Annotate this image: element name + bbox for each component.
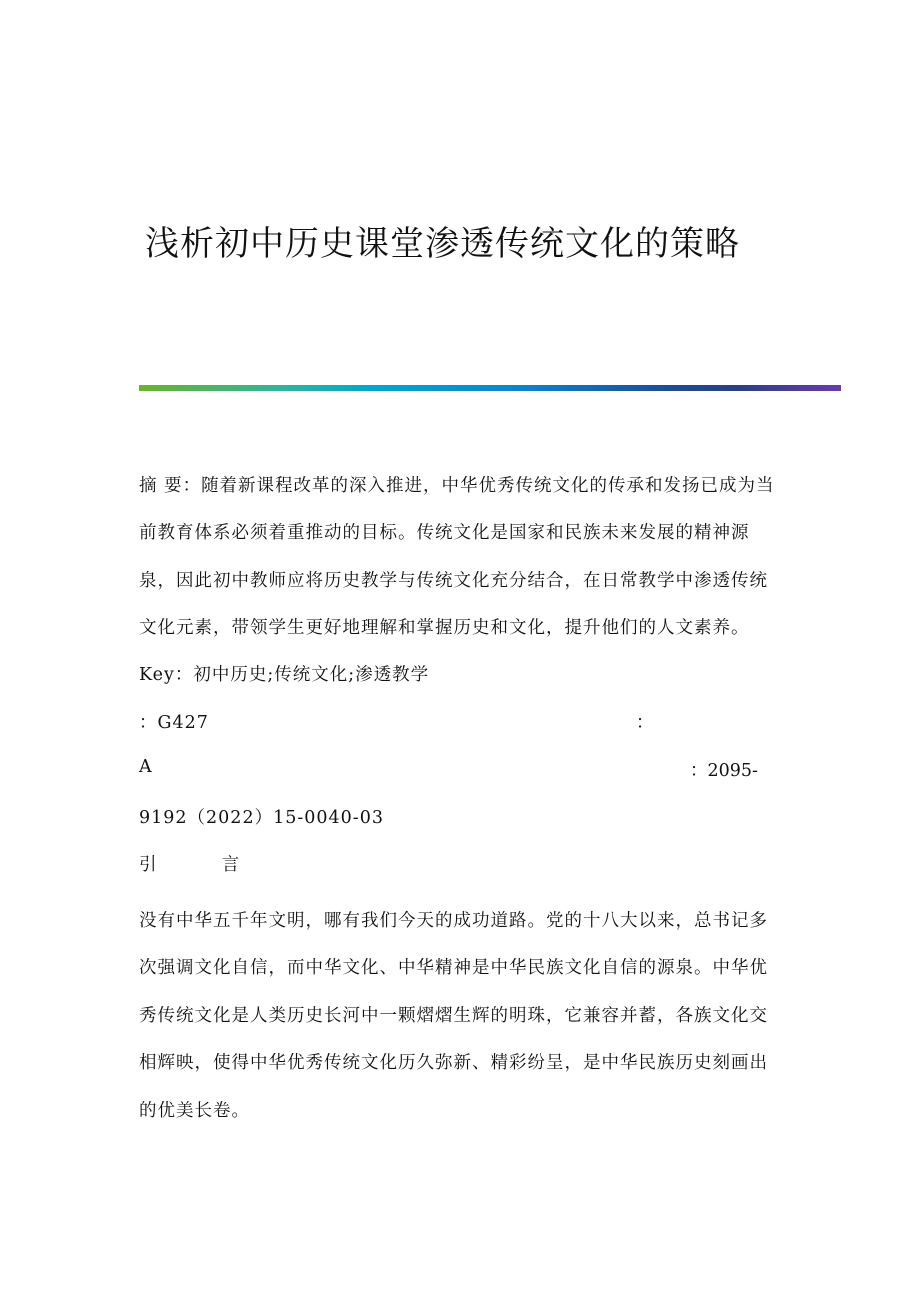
intro-heading: 引 言 [139,855,254,875]
keywords: Key：初中历史;传统文化;渗透教学 [139,665,430,685]
abstract-line: 摘 要：随着新课程改革的深入推进，中华优秀传统文化的传承和发扬已成为当 [139,476,775,496]
intro-line: 相辉映，使得中华优秀传统文化历久弥新、精彩纷呈，是中华民族历史刻画出 [139,1053,768,1073]
document-code-label: ： [636,713,654,733]
classification-number: ：G427 [139,713,209,733]
article-number-end: 9192（2022）15-0040-03 [139,808,384,828]
intro-line: 次强调文化自信，而中华文化、中华精神是中华民族文化自信的源泉。中华优 [139,958,768,978]
intro-line: 秀传统文化是人类历史长河中一颗熠熠生辉的明珠，它兼容并蓄，各族文化交 [139,1006,768,1026]
abstract-line: 泉，因此初中教师应将历史教学与传统文化充分结合，在日常教学中渗透传统 [139,571,768,591]
intro-line: 没有中华五千年文明，哪有我们今天的成功道路。党的十八大以来，总书记多 [139,911,768,931]
article-number-start: ：2095- [690,761,758,781]
document-code: A [139,757,153,777]
gradient-divider [139,385,841,391]
abstract-line: 文化元素，带领学生更好地理解和掌握历史和文化，提升他们的人文素养。 [139,618,750,638]
document-title: 浅析初中历史课堂渗透传统文化的策略 [145,224,740,264]
abstract-line: 前教育体系必须着重推动的目标。传统文化是国家和民族未来发展的精神源 [139,523,750,543]
intro-line: 的优美长卷。 [139,1101,250,1121]
